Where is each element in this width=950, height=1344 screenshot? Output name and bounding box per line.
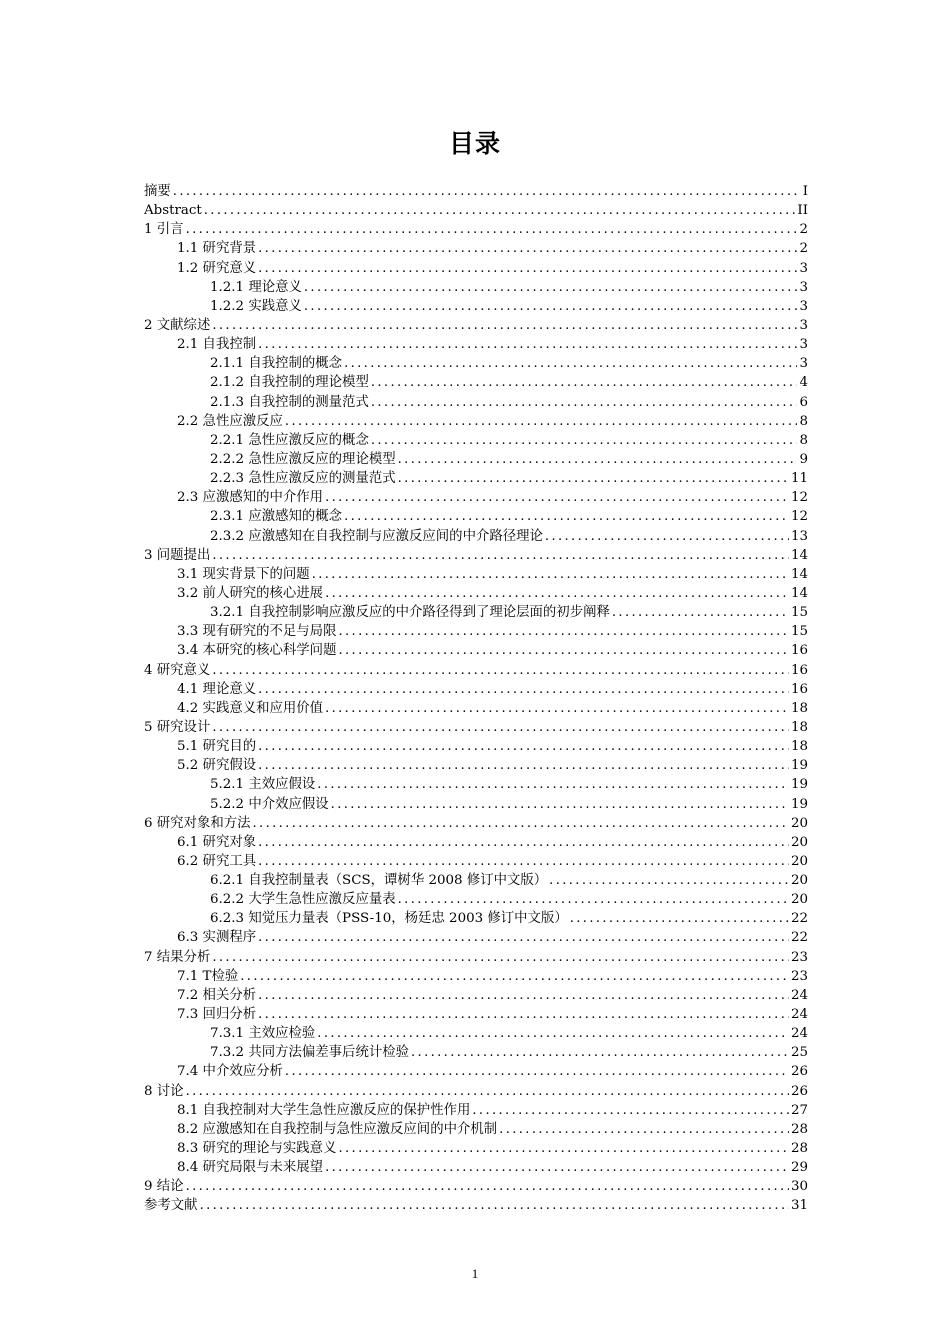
toc-entry-page: 16 <box>790 681 808 697</box>
toc-entry[interactable] <box>144 507 808 526</box>
toc-entry-label: 7 结果分析 <box>144 949 211 965</box>
toc-entry[interactable] <box>144 584 808 603</box>
toc-entry[interactable] <box>144 450 808 469</box>
toc-dot-leader <box>371 373 798 392</box>
toc-entry[interactable] <box>144 948 808 967</box>
toc-entry[interactable] <box>144 239 808 258</box>
toc-entry-label: 6.2.1 自我控制量表（SCS，谭树华 2008 修订中文版） <box>210 873 548 889</box>
toc-entry-page: 11 <box>790 471 808 487</box>
toc-entry[interactable] <box>144 431 808 450</box>
toc-dot-leader <box>325 1158 789 1177</box>
toc-entry-page: 14 <box>790 585 808 601</box>
toc-entry-page: 26 <box>790 1083 808 1099</box>
toc-dot-leader <box>212 316 797 335</box>
toc-dot-leader <box>499 1120 789 1139</box>
toc-entry-page: 9 <box>799 451 808 467</box>
toc-entry-label: 2.2 急性应激反应 <box>177 413 283 429</box>
toc-dot-leader <box>344 354 797 373</box>
toc-entry-page: 3 <box>799 337 808 353</box>
table-of-contents <box>144 182 808 1216</box>
toc-dot-leader <box>258 259 797 278</box>
toc-entry-label: 8.1 自我控制对大学生急性应激反应的保护性作用 <box>177 1102 471 1118</box>
toc-dot-leader <box>472 1101 789 1120</box>
toc-entry-label: 8.2 应激感知在自我控制与急性应激反应间的中介机制 <box>177 1121 498 1137</box>
toc-entry-page: 20 <box>790 853 808 869</box>
toc-entry-label: 6.2 研究工具 <box>177 853 257 869</box>
toc-entry-page: 13 <box>790 528 808 544</box>
toc-entry[interactable] <box>144 890 808 909</box>
toc-entry[interactable] <box>144 928 808 947</box>
toc-entry-label: 6.1 研究对象 <box>177 834 257 850</box>
toc-entry[interactable] <box>144 1120 808 1139</box>
toc-entry-label: 7.3.2 共同方法偏差事后统计检验 <box>210 1045 410 1061</box>
toc-dot-leader <box>258 737 789 756</box>
toc-entry-page: 23 <box>790 949 808 965</box>
toc-entry-label: 2.1.1 自我控制的概念 <box>210 356 343 372</box>
toc-entry-page: 16 <box>790 643 808 659</box>
toc-entry-page: 18 <box>790 700 808 716</box>
toc-entry-page: 22 <box>790 911 808 927</box>
toc-entry[interactable] <box>144 259 808 278</box>
toc-dot-leader <box>212 661 789 680</box>
toc-entry[interactable] <box>144 871 808 890</box>
toc-entry-label: 8 讨论 <box>144 1083 184 1099</box>
toc-entry-page: 27 <box>790 1102 808 1118</box>
toc-dot-leader <box>325 699 789 718</box>
toc-entry-page: 20 <box>790 815 808 831</box>
toc-dot-leader <box>258 833 789 852</box>
toc-entry-page: 22 <box>790 930 808 946</box>
toc-entry-label: 3.2.1 自我控制影响应激反应的中介路径得到了理论层面的初步阐释 <box>210 605 610 621</box>
toc-entry-label: 2.2.1 急性应激反应的概念 <box>210 432 369 448</box>
toc-dot-leader <box>258 335 797 354</box>
toc-entry-label: 2.3.1 应激感知的概念 <box>210 509 343 525</box>
toc-entry-label: 4.2 实践意义和应用价值 <box>177 700 324 716</box>
toc-dot-leader <box>212 718 789 737</box>
toc-entry-page: 18 <box>790 739 808 755</box>
toc-entry-page: 3 <box>799 356 808 372</box>
toc-entry[interactable] <box>144 469 808 488</box>
toc-entry[interactable] <box>144 1158 808 1177</box>
toc-entry[interactable] <box>144 316 808 335</box>
toc-dot-leader <box>173 182 801 201</box>
toc-dot-leader <box>240 967 789 986</box>
toc-entry[interactable] <box>144 565 808 584</box>
toc-entry[interactable] <box>144 182 808 201</box>
toc-entry-label: 2.3 应激感知的中介作用 <box>177 490 324 506</box>
toc-entry[interactable] <box>144 641 808 660</box>
toc-entry-label: 5 研究设计 <box>144 719 211 735</box>
toc-entry[interactable] <box>144 699 808 718</box>
toc-entry-page: 2 <box>799 241 808 257</box>
toc-entry-label: 1.2 研究意义 <box>177 260 257 276</box>
toc-entry-label: 2.1.2 自我控制的理论模型 <box>210 375 369 391</box>
toc-entry-label: 3.3 现有研究的不足与局限 <box>177 624 337 640</box>
toc-dot-leader <box>570 909 789 928</box>
toc-entry-page: 12 <box>790 490 808 506</box>
toc-entry[interactable] <box>144 795 808 814</box>
toc-entry-page: 15 <box>790 605 808 621</box>
toc-entry-label: 5.1 研究目的 <box>177 739 257 755</box>
toc-entry[interactable] <box>144 1082 808 1101</box>
toc-entry-page: 23 <box>790 968 808 984</box>
toc-entry-label: 6.2.2 大学生急性应激反应量表 <box>210 892 396 908</box>
toc-entry-label: 2.3.2 应激感知在自我控制与应激反应间的中介路径理论 <box>210 528 543 544</box>
page-number: 1 <box>471 1266 479 1281</box>
toc-dot-leader <box>312 565 789 584</box>
toc-entry-page: 24 <box>790 1026 808 1042</box>
toc-dot-leader <box>304 278 798 297</box>
toc-entry-page: 18 <box>790 719 808 735</box>
toc-entry-label: 8.3 研究的理论与实践意义 <box>177 1141 337 1157</box>
toc-entry[interactable] <box>144 373 808 392</box>
toc-entry-label: 1 引言 <box>144 222 184 238</box>
toc-dot-leader <box>612 603 789 622</box>
toc-entry[interactable] <box>144 1139 808 1158</box>
page-title: 目录 <box>448 129 501 158</box>
toc-entry-label: 2.2.2 急性应激反应的理论模型 <box>210 451 396 467</box>
toc-dot-leader <box>258 928 789 947</box>
toc-entry-label: 7.3.1 主效应检验 <box>210 1026 316 1042</box>
toc-dot-leader <box>200 1196 789 1215</box>
toc-entry-page: 24 <box>790 1007 808 1023</box>
toc-entry[interactable] <box>144 756 808 775</box>
toc-entry-page: 24 <box>790 987 808 1003</box>
toc-entry[interactable] <box>144 393 808 412</box>
toc-dot-leader <box>338 622 788 641</box>
toc-dot-leader <box>258 756 789 775</box>
toc-entry-label: 7.4 中介效应分析 <box>177 1064 283 1080</box>
toc-entry-page: II <box>797 203 808 219</box>
toc-dot-leader <box>304 297 798 316</box>
toc-dot-leader <box>204 201 796 220</box>
toc-entry[interactable] <box>144 1005 808 1024</box>
toc-entry-label: 2 文献综述 <box>144 317 211 333</box>
toc-dot-leader <box>331 795 789 814</box>
toc-dot-leader <box>411 1043 789 1062</box>
toc-entry-page: 31 <box>790 1198 808 1214</box>
toc-entry[interactable] <box>144 354 808 373</box>
toc-dot-leader <box>371 393 798 412</box>
toc-entry[interactable] <box>144 603 808 622</box>
toc-entry-page: 29 <box>790 1160 808 1176</box>
toc-dot-leader <box>186 1082 789 1101</box>
toc-entry[interactable] <box>144 680 808 699</box>
toc-entry-label: 摘要 <box>144 184 171 199</box>
toc-entry[interactable] <box>144 1043 808 1062</box>
toc-entry[interactable] <box>144 967 808 986</box>
toc-entry-page: 16 <box>790 662 808 678</box>
toc-entry[interactable] <box>144 814 808 833</box>
toc-dot-leader <box>186 1177 789 1196</box>
toc-dot-leader <box>325 584 789 603</box>
toc-entry-label: 1.2.1 理论意义 <box>210 279 302 295</box>
toc-entry-page: 20 <box>790 834 808 850</box>
toc-entry[interactable] <box>144 1024 808 1043</box>
toc-entry-label: 8.4 研究局限与未来展望 <box>177 1160 324 1176</box>
toc-dot-leader <box>258 680 789 699</box>
toc-dot-leader <box>545 527 789 546</box>
toc-entry[interactable] <box>144 201 808 220</box>
toc-entry-page: 19 <box>790 777 808 793</box>
toc-entry[interactable] <box>144 775 808 794</box>
toc-entry-page: 19 <box>790 796 808 812</box>
toc-entry-page: 2 <box>799 222 808 238</box>
toc-entry-label: 3.1 现实背景下的问题 <box>177 566 310 582</box>
toc-entry-label: 6 研究对象和方法 <box>144 815 251 831</box>
toc-entry-page: 3 <box>799 298 808 314</box>
toc-dot-leader <box>258 986 789 1005</box>
toc-entry[interactable] <box>144 833 808 852</box>
toc-entry-page: 14 <box>790 547 808 563</box>
toc-entry[interactable] <box>144 278 808 297</box>
toc-entry-page: 15 <box>790 624 808 640</box>
toc-dot-leader <box>371 431 798 450</box>
toc-entry-page: 20 <box>790 873 808 889</box>
toc-entry-label: 1.2.2 实践意义 <box>210 298 302 314</box>
toc-dot-leader <box>325 488 789 507</box>
toc-entry-label: 5.2 研究假设 <box>177 758 257 774</box>
toc-entry-page: 4 <box>799 375 808 391</box>
toc-dot-leader <box>258 852 789 871</box>
toc-entry[interactable] <box>144 986 808 1005</box>
toc-entry[interactable] <box>144 1101 808 1120</box>
toc-entry-label: 2.1.3 自我控制的测量范式 <box>210 394 369 410</box>
toc-dot-leader <box>212 546 789 565</box>
toc-entry-label: 3 问题提出 <box>144 547 211 563</box>
toc-entry-page: 3 <box>799 317 808 333</box>
toc-entry-label: 6.3 实测程序 <box>177 930 257 946</box>
toc-dot-leader <box>398 469 789 488</box>
toc-entry-label: 3.4 本研究的核心科学问题 <box>177 643 337 659</box>
toc-dot-leader <box>338 641 788 660</box>
toc-entry-label: 4 研究意义 <box>144 662 211 678</box>
toc-entry-label: 7.2 相关分析 <box>177 987 257 1003</box>
toc-dot-leader <box>317 1024 789 1043</box>
toc-entry-label: 2.1 自我控制 <box>177 337 257 353</box>
toc-entry[interactable] <box>144 737 808 756</box>
toc-dot-leader <box>344 507 789 526</box>
toc-entry-page: 20 <box>790 892 808 908</box>
toc-entry[interactable] <box>144 297 808 316</box>
toc-entry-page: 19 <box>790 758 808 774</box>
toc-entry[interactable] <box>144 1062 808 1081</box>
toc-entry[interactable] <box>144 488 808 507</box>
toc-entry-page: 28 <box>790 1141 808 1157</box>
toc-entry[interactable] <box>144 661 808 680</box>
toc-entry-page: 12 <box>790 509 808 525</box>
toc-entry[interactable] <box>144 546 808 565</box>
toc-entry-label: Abstract <box>144 203 202 219</box>
toc-entry-page: I <box>802 184 808 199</box>
toc-dot-leader <box>285 1062 789 1081</box>
toc-entry[interactable] <box>144 527 808 546</box>
toc-entry-label: 5.2.1 主效应假设 <box>210 777 316 793</box>
toc-entry-page: 30 <box>790 1179 808 1195</box>
toc-entry-label: 1.1 研究背景 <box>177 241 257 257</box>
toc-entry[interactable] <box>144 220 808 239</box>
toc-dot-leader <box>398 450 798 469</box>
toc-dot-leader <box>253 814 789 833</box>
toc-entry[interactable] <box>144 1177 808 1196</box>
toc-entry-page: 26 <box>790 1064 808 1080</box>
toc-entry-label: 9 结论 <box>144 1179 184 1195</box>
toc-entry[interactable] <box>144 622 808 641</box>
toc-dot-leader <box>258 1005 789 1024</box>
toc-entry-page: 8 <box>799 432 808 448</box>
toc-entry-page: 8 <box>799 413 808 429</box>
toc-dot-leader <box>186 220 798 239</box>
toc-entry-page: 25 <box>790 1045 808 1061</box>
toc-entry[interactable] <box>144 412 808 431</box>
toc-dot-leader <box>285 412 798 431</box>
toc-entry-label: 3.2 前人研究的核心进展 <box>177 585 324 601</box>
toc-entry-page: 14 <box>790 566 808 582</box>
toc-dot-leader <box>398 890 789 909</box>
toc-entry-label: 7.3 回归分析 <box>177 1007 257 1023</box>
toc-entry-label: 2.2.3 急性应激反应的测量范式 <box>210 471 396 487</box>
toc-entry-page: 3 <box>799 279 808 295</box>
toc-entry[interactable] <box>144 718 808 737</box>
toc-entry-label: 6.2.3 知觉压力量表（PSS-10，杨廷忠 2003 修订中文版） <box>210 911 568 927</box>
toc-entry-label: 4.1 理论意义 <box>177 681 257 697</box>
toc-dot-leader <box>338 1139 788 1158</box>
toc-entry-label: 7.1 T检验 <box>177 968 239 984</box>
toc-entry-label: 5.2.2 中介效应假设 <box>210 796 329 812</box>
toc-dot-leader <box>212 948 789 967</box>
toc-entry[interactable] <box>144 852 808 871</box>
toc-entry-label: 参考文献 <box>144 1198 198 1214</box>
toc-entry[interactable] <box>144 909 808 928</box>
toc-entry-page: 28 <box>790 1121 808 1137</box>
toc-entry[interactable] <box>144 1196 808 1215</box>
toc-entry-page: 6 <box>799 394 808 410</box>
toc-dot-leader <box>549 871 789 890</box>
toc-entry[interactable] <box>144 335 808 354</box>
toc-dot-leader <box>258 239 797 258</box>
toc-entry-page: 3 <box>799 260 808 276</box>
toc-dot-leader <box>317 775 789 794</box>
